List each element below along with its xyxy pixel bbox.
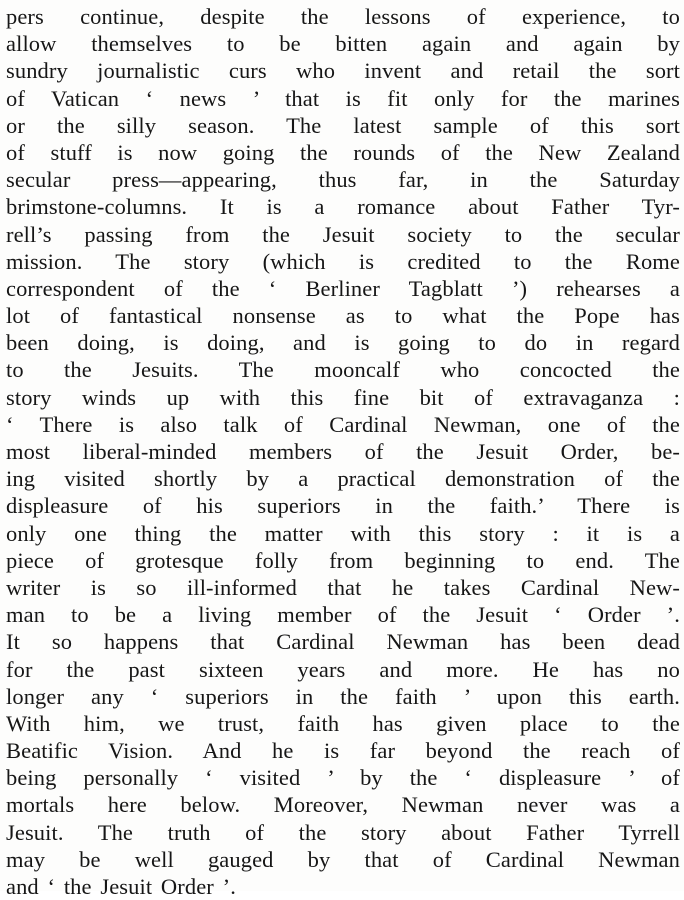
text-line: been doing, is doing, and is going to do in regard	[6, 330, 680, 356]
text-line: sundry journalistic curs who invent and retail the sort	[6, 58, 680, 84]
text-line: rell’s passing from the Jesuit society to the secular	[6, 221, 680, 247]
text-line: allow themselves to be bitten again and again by	[6, 31, 680, 57]
text-line: displeasure of his superiors in the faith.’ There is	[6, 493, 680, 519]
text-line: pers continue, despite the lessons of experience, to	[6, 4, 680, 29]
text-line: mission. The story (which is credited to the Rome	[6, 248, 680, 274]
text-line: lot of fantastical nonsense as to what the Pope has	[6, 303, 680, 329]
text-line: ‘ There is also talk of Cardinal Newman, one of the	[6, 411, 680, 437]
text-line: It so happens that Cardinal Newman has been dead	[6, 629, 680, 655]
text-line: brimstone-columns. It is a romance about Father Tyr-	[6, 194, 680, 220]
text-line: being personally ‘ visited ’ by the ‘ displeasure ’ of	[6, 765, 680, 791]
text-line: for the past sixteen years and more. He has no	[6, 656, 680, 682]
text-line: Beatific Vision. And he is far beyond the reach of	[6, 738, 680, 764]
text-line: ing visited shortly by a practical demonstration of the	[6, 466, 680, 492]
article-column	[6, 3, 680, 900]
text-line: of stuff is now going the rounds of the New Zealand	[6, 139, 680, 165]
text-line: longer any ‘ superiors in the faith ’ upon this earth.	[6, 683, 680, 709]
text-line: of Vatican ‘ news ’ that is fit only for the marines	[6, 85, 680, 111]
text-line: secular press—appearing, thus far, in the Saturday	[6, 167, 680, 193]
text-line: only one thing the matter with this story : it is a	[6, 520, 680, 546]
text-line: piece of grotesque folly from beginning to end. The	[6, 547, 680, 573]
text-line: Jesuit. The truth of the story about Father Tyrrell	[6, 819, 680, 845]
text-line: writer is so ill-informed that he takes Cardinal New-	[6, 574, 680, 600]
text-line: story winds up with this fine bit of extravaganza :	[6, 384, 680, 410]
text-line: or the silly season. The latest sample of this sort	[6, 112, 680, 138]
text-line: most liberal-minded members of the Jesuit Order, be-	[6, 439, 680, 464]
text-line: man to be a living member of the Jesuit ‘ Order ’.	[6, 602, 680, 628]
text-line: correspondent of the ‘ Berliner Tagblatt ’) rehearses a	[6, 275, 680, 301]
text-line: may be well gauged by that of Cardinal Newman	[6, 846, 680, 872]
text-line-last: and ‘ the Jesuit Order ’.	[6, 874, 236, 899]
text-line: mortals here below. Moreover, Newman never was a	[6, 792, 680, 818]
text-line: to the Jesuits. The mooncalf who concocted the	[6, 357, 680, 383]
text-line: With him, we trust, faith has given place to the	[6, 710, 680, 736]
